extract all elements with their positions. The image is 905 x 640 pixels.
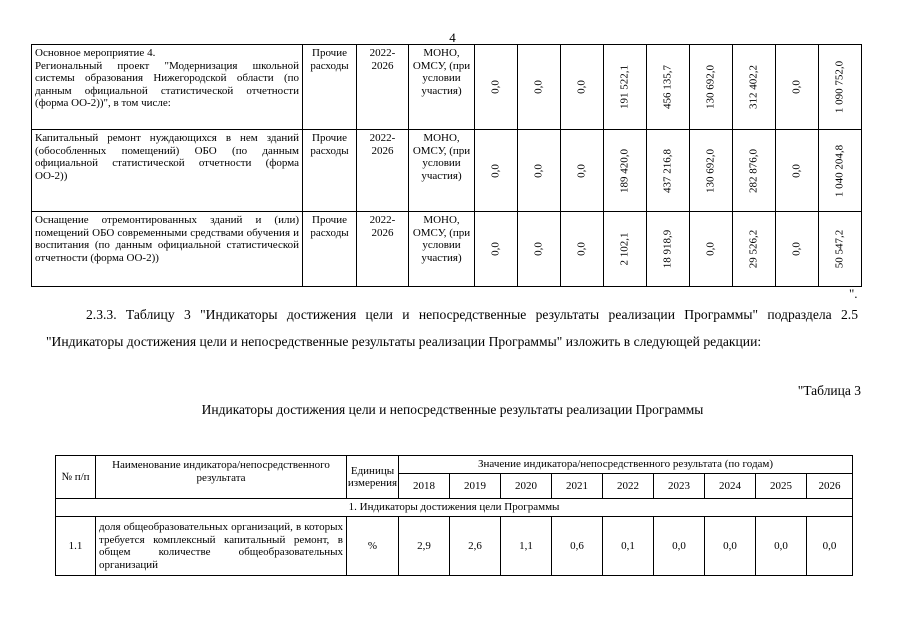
value-cell [647,130,690,212]
value-text: 0,0 [575,80,588,94]
value-cell [690,45,733,130]
value-cell [690,130,733,212]
value-cell [604,212,647,287]
value-text: 1 040 204,8 [833,144,846,197]
funding-row [32,212,862,287]
funding-table [31,44,862,287]
value-text: 0,0 [489,163,502,178]
indicator-value: 2,9 [399,517,450,576]
funding-source: Прочие расходы [303,45,357,130]
period: 2022- 2026 [357,45,409,130]
value-text: 0,0 [575,163,588,178]
value-text: 312 402,2 [747,65,760,109]
header-row [56,456,853,474]
measure-name: Основное мероприятие 4. Региональный проект "Модернизация школьной системы образования Нижегородской области (по данным официальной статистической отчетности (форма ОО-2))", в том числе: [32,45,303,130]
table-row [56,517,853,576]
value-cell [733,45,776,130]
value-cell [561,45,604,130]
value-cell [733,212,776,287]
value-text: 437 216,8 [661,148,674,193]
value-cell [776,130,819,212]
header-year: 2022 [603,474,654,499]
value-text: 0,0 [532,163,545,178]
value-text: 189 420,0 [618,148,631,193]
header-year: 2025 [756,474,807,499]
funding-row [32,45,862,130]
value-text: 0,0 [489,242,502,256]
period: 2022- 2026 [357,130,409,212]
header-unit: Единицы измерения [347,456,399,499]
header-year: 2021 [552,474,603,499]
page-number: 4 [449,30,456,45]
value-text: 0,0 [790,163,803,178]
indicator-value: 0,0 [705,517,756,576]
indicator-unit: % [347,517,399,576]
value-text: 0,0 [790,242,803,256]
measure-name: Капитальный ремонт нуждающихся в нем зданий (обособленных помещений) ОБО (по данным официальной статистической отчетности (форма ОО-2)) [32,130,303,212]
value-cell [604,45,647,130]
value-cell [561,212,604,287]
header-year: 2023 [654,474,705,499]
value-cell [475,130,518,212]
table-label: "Таблица 3 [797,383,861,398]
value-cell [561,130,604,212]
indicator-value: 0,6 [552,517,603,576]
section-row [56,499,853,517]
value-cell [819,45,862,130]
header-year: 2026 [807,474,853,499]
executor: МОНО, ОМСУ, (при условии участия) [409,212,475,287]
value-text: 130 692,0 [704,148,717,193]
value-cell [819,212,862,287]
indicator-value: 2,6 [450,517,501,576]
value-text: 282 876,0 [747,148,760,193]
value-text: 0,0 [790,80,803,94]
value-text: 0,0 [489,80,502,94]
value-cell [733,130,776,212]
period: 2022- 2026 [357,212,409,287]
header-year: 2020 [501,474,552,499]
header-year: 2018 [399,474,450,499]
indicator-value: 0,0 [756,517,807,576]
funding-source: Прочие расходы [303,130,357,212]
value-cell [475,212,518,287]
value-text: 18 918,9 [661,229,674,269]
funding-source: Прочие расходы [303,212,357,287]
header-name: Наименование индикатора/непосредственного результата [96,456,347,499]
indicator-value: 0,1 [603,517,654,576]
indicator-name: доля общеобразовательных организаций, в которых требуется комплексный капитальный ремонт, в общем количестве общеобразовательных организаций [96,517,347,576]
value-text: 0,0 [532,80,545,94]
value-cell [647,45,690,130]
section-title: 1. Индикаторы достижения цели Программы [56,499,853,517]
value-cell [647,212,690,287]
executor: МОНО, ОМСУ, (при условии участия) [409,45,475,130]
value-cell [518,130,561,212]
header-num: № п/п [56,456,96,499]
indicator-value: 0,0 [654,517,705,576]
header-year: 2024 [705,474,756,499]
value-cell [475,45,518,130]
amendment-paragraph [46,302,858,355]
value-cell [776,45,819,130]
value-text: 130 692,0 [704,65,717,109]
value-text: 0,0 [704,242,717,256]
funding-row [32,130,862,212]
value-text: 0,0 [532,242,545,256]
indicator-value: 0,0 [807,517,853,576]
measure-name: Оснащение отремонтированных зданий и (или) помещений ОБО современными средствами обучения и воспитания (по данным официальной статистической отчетности (форма ОО-2)) [32,212,303,287]
value-cell [776,212,819,287]
value-text: 50 547,2 [833,229,846,269]
header-values-group: Значение индикатора/непосредственного результата (по годам) [399,456,853,474]
closing-quote: ". [849,286,858,301]
value-text: 456 135,7 [661,65,674,109]
value-text: 191 522,1 [618,65,631,109]
executor: МОНО, ОМСУ, (при условии участия) [409,130,475,212]
value-cell [518,212,561,287]
header-year: 2019 [450,474,501,499]
value-text: 29 526,2 [747,229,760,269]
table-title: Индикаторы достижения цели и непосредственные результаты реализации Программы [201,402,704,417]
value-cell [690,212,733,287]
value-cell [819,130,862,212]
indicators-table [55,455,853,576]
indicator-value: 1,1 [501,517,552,576]
value-text: 1 090 752,0 [833,60,846,114]
value-text: 0,0 [575,242,588,256]
row-num: 1.1 [56,517,96,576]
value-text: 2 102,1 [618,232,631,266]
paragraph-text: 2.3.3. Таблицу 3 "Индикаторы достижения цели и непосредственные результаты реализации Программы" подраздела 2.5 "Индикаторы достижения цели и непосредственные результаты реализации Программы" изложить в следующей редакции: [46,307,858,349]
value-cell [518,45,561,130]
value-cell [604,130,647,212]
